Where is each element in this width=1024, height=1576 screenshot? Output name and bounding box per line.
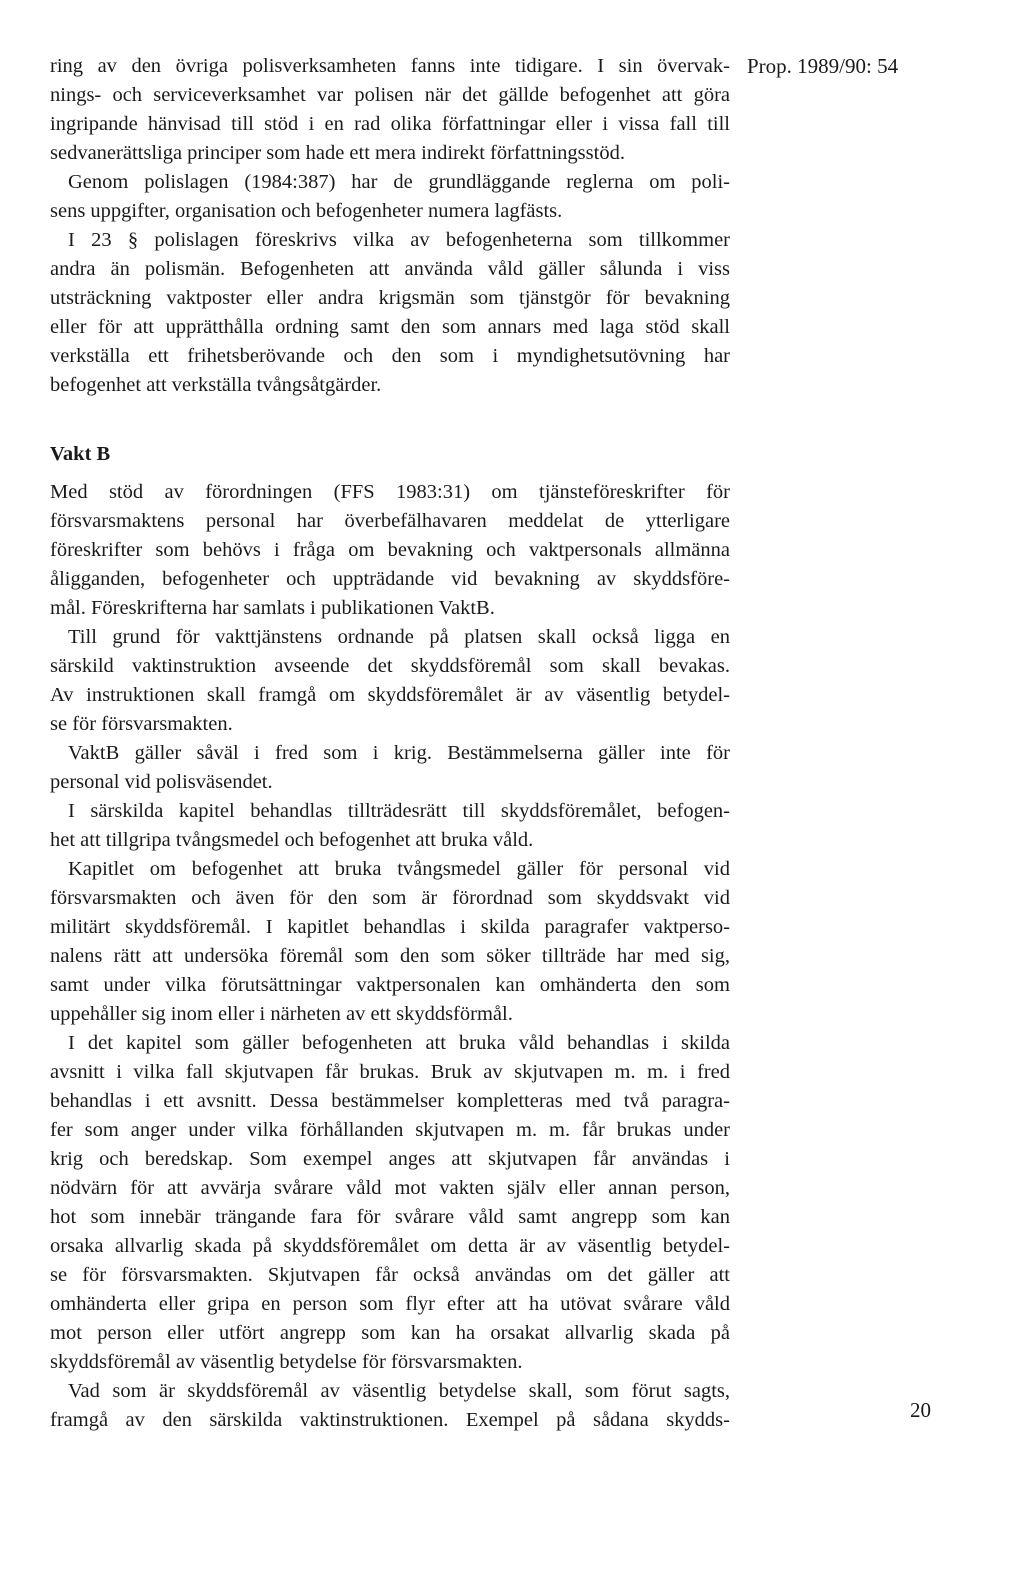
text-line: behandlas i ett avsnitt. Dessa bestämmelser kompletteras med två paragra- [50, 1090, 730, 1112]
text-line: försvarsmakten och även för den som är förordnad som skyddsvakt vid [50, 887, 730, 909]
text-line: nödvärn för att avvärja svårare våld mot vakten själv eller annan person, [50, 1177, 730, 1199]
text-line: föreskrifter som behövs i fråga om bevakning och vaktpersonals allmänna [50, 539, 730, 561]
text-line: I 23 § polislagen föreskrivs vilka av befogenheterna som tillkommer [68, 229, 730, 251]
text-line: fer som anger under vilka förhållanden skjutvapen m. m. får brukas under [50, 1119, 730, 1141]
text-line: militärt skyddsföremål. I kapitlet behandlas i skilda paragrafer vaktperso- [50, 916, 730, 938]
section-1-body [50, 52, 730, 400]
text-line: avsnitt i vilka fall skjutvapen får brukas. Bruk av skjutvapen m. m. i fred [50, 1061, 730, 1083]
text-line: I särskilda kapitel behandlas tillträdesrätt till skyddsföremålet, befogen- [68, 800, 730, 822]
text-line: orsaka allvarlig skada på skyddsföremålet om detta är av väsentlig betydel- [50, 1235, 730, 1257]
text-line: Till grund för vakttjänstens ordnande på platsen skall också ligga en [68, 626, 730, 648]
text-line: uppehåller sig inom eller i närheten av ett skyddsförmål. [50, 1003, 513, 1025]
text-line: se för försvarsmakten. [50, 713, 233, 735]
text-line: särskild vaktinstruktion avseende det skyddsföremål som skall bevakas. [50, 655, 730, 677]
text-line: försvarsmaktens personal har överbefälhavaren meddelat de ytterligare [50, 510, 730, 532]
section-heading: Vakt B [50, 443, 111, 465]
text-line: nings- och serviceverksamhet var polisen när det gällde befogenhet att göra [50, 84, 730, 106]
text-line: framgå av den särskilda vaktinstruktionen. Exempel på sådana skydds- [50, 1409, 730, 1431]
page-number: 20 [910, 1398, 931, 1422]
text-line: VaktB gäller såväl i fred som i krig. Bestämmelserna gäller inte för [68, 742, 730, 764]
text-line: krig och beredskap. Som exempel anges att skjutvapen får användas i [50, 1148, 730, 1170]
text-line: I det kapitel som gäller befogenheten att bruka våld behandlas i skilda [68, 1032, 730, 1054]
text-line: het att tillgripa tvångsmedel och befogenhet att bruka våld. [50, 829, 534, 851]
text-line: ingripande hänvisad till stöd i en rad olika författningar eller i vissa fall till [50, 113, 730, 135]
text-line: Vad som är skyddsföremål av väsentlig betydelse skall, som förut sagts, [68, 1380, 730, 1402]
text-line: Kapitlet om befogenhet att bruka tvångsmedel gäller för personal vid [68, 858, 730, 880]
text-line: Genom polislagen (1984:387) har de grundläggande reglerna om poli- [68, 171, 730, 193]
text-line: sens uppgifter, organisation och befogenheter numera lagfästs. [50, 200, 563, 222]
text-line: befogenhet att verkställa tvångsåtgärder. [50, 374, 382, 396]
text-line: se för försvarsmakten. Skjutvapen får också användas om det gäller att [50, 1264, 730, 1286]
text-line: personal vid polisväsendet. [50, 771, 273, 793]
text-line: eller för att upprätthålla ordning samt den som annars med laga stöd skall [50, 316, 730, 338]
text-line: skyddsföremål av väsentlig betydelse för försvarsmakten. [50, 1351, 523, 1373]
text-line: mål. Föreskrifterna har samlats i publikationen VaktB. [50, 597, 495, 619]
section-2-body [50, 478, 730, 1435]
text-line: Med stöd av förordningen (FFS 1983:31) om tjänsteföreskrifter för [50, 481, 730, 503]
text-line: omhänderta eller gripa en person som flyr efter att ha utövat svårare våld [50, 1293, 730, 1315]
text-line: hot som innebär trängande fara för svårare våld samt angrepp som kan [50, 1206, 730, 1228]
text-line: åligganden, befogenheter och uppträdande vid bevakning av skyddsföre- [50, 568, 730, 590]
text-line: sedvanerättsliga principer som hade ett mera indirekt författningsstöd. [50, 142, 625, 164]
text-line: ring av den övriga polisverksamheten fanns inte tidigare. I sin övervak- [50, 55, 730, 77]
text-line: samt under vilka förutsättningar vaktpersonalen kan omhänderta den som [50, 974, 730, 996]
text-line: Av instruktionen skall framgå om skyddsföremålet är av väsentlig betydel- [50, 684, 730, 706]
text-line: andra än polismän. Befogenheten att använda våld gäller sålunda i viss [50, 258, 730, 280]
text-line: verkställa ett frihetsberövande och den som i myndighetsutövning har [50, 345, 730, 367]
proposition-reference: Prop. 1989/90: 54 [747, 54, 899, 78]
text-line: nalens rätt att undersöka föremål som den som söker tillträde har med sig, [50, 945, 730, 967]
text-line: utsträckning vaktposter eller andra krigsmän som tjänstgör för bevakning [50, 287, 730, 309]
text-line: mot person eller utfört angrepp som kan ha orsakat allvarlig skada på [50, 1322, 730, 1344]
